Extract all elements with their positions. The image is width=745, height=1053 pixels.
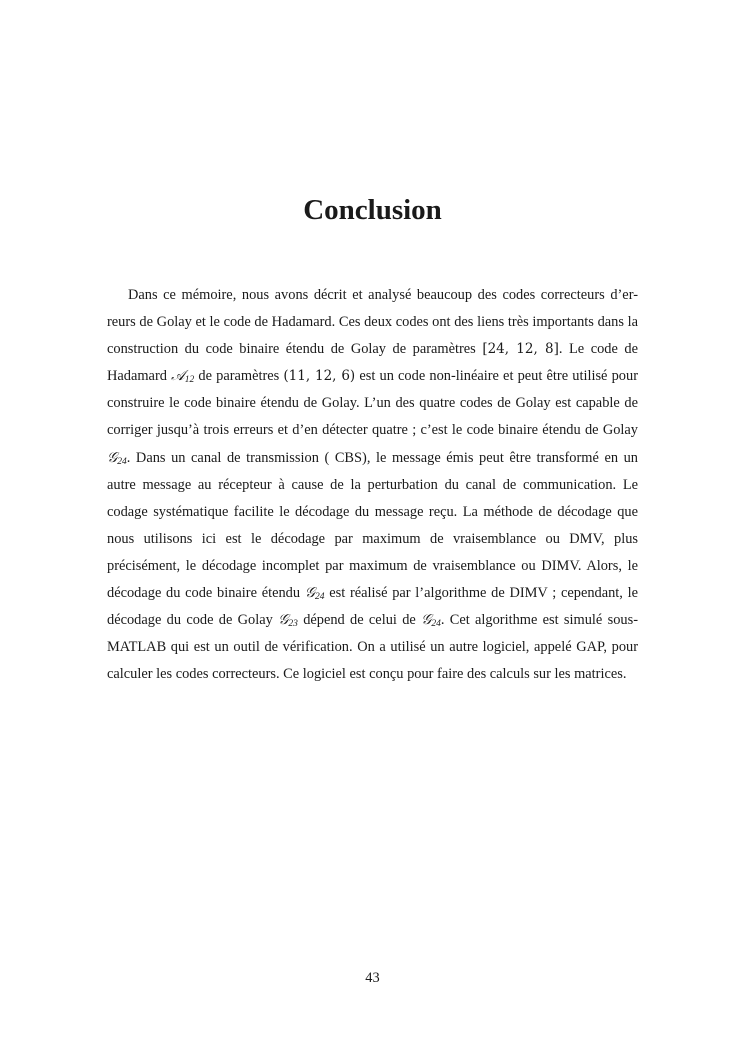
text-segment: dépend de celui de <box>297 612 422 629</box>
text-segment: est réalisé par l’algorithme de DIMV ; cependant, le décodage du code de Golay <box>107 585 639 629</box>
golay-g24-symbol: 𝒢$_{24}$ <box>304 585 325 603</box>
golay-g24-symbol: 𝒢$_{24}$ <box>421 612 441 630</box>
chapter-title: Conclusion <box>303 194 442 226</box>
hadamard-code-symbol: 𝒜$_{12}$ <box>171 368 195 386</box>
conclusion-paragraph <box>107 282 638 688</box>
page-number: 43 <box>365 970 380 986</box>
text-segment: est un code non-linéaire et peut être utilisé pour construire le code binaire étendu de Golay. L’un des quatre codes de Golay est capable de corriger jusqu’à trois erreurs et d’en détecter quatre ; c’est le code binaire étendu de Golay <box>107 368 638 439</box>
text-segment: . Cet algorithme est simulé sous-MATLAB qui est un outil de vérification. On a utilisé un autre logiciel, appelé GAP, pour calculer les codes correcteurs. Ce logiciel est conçu pour faire des calculs sur les matrices. <box>107 612 638 683</box>
text-segment: Dans ce mémoire, nous avons décrit et analysé beaucoup des codes correcteurs d’er-reurs de Golay et le code de Hadamard. Ces deux codes ont des liens très importants dans la construction du code binaire étendu de Golay de paramètres <box>107 287 638 358</box>
text-segment: . Dans un canal de transmission ( CBS), le message émis peut être transformé en un autre message au récepteur à cause de la perturbation du canal de communication. Le codage systématique facilite le décodage du message reçu. La méthode de décodage que nous utilisons ici est le décodage par maximum de vraisemblance ou DMV, plus précisément, le décodage incomplet par maximum de vraisemblance ou DIMV. Alors, le décodage du code binaire étendu <box>107 449 638 602</box>
golay-g23-symbol: 𝒢$_{23}$ <box>278 612 298 630</box>
text-segment: . Le code de Hadamard <box>107 341 638 385</box>
code-parameters-golay: [24, 12, 8] <box>482 341 559 358</box>
text-segment: de paramètres <box>194 368 284 385</box>
code-parameters-hadamard: (11, 12, 6) <box>283 368 356 385</box>
golay-g24-symbol: 𝒢$_{24}$ <box>107 449 127 467</box>
